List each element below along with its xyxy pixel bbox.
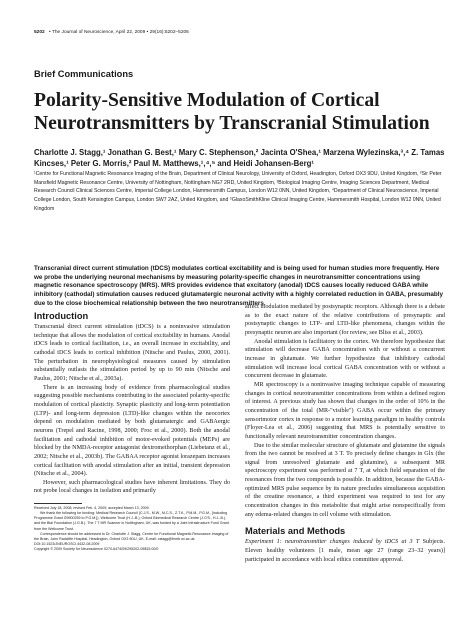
abstract: Transcranial direct current stimulation (tDCS) modulates cortical excitability and is being used for human studies more frequently. Here we probe the underlying neuronal mechanisms by measuring polarity-specific changes in neurotransmitter concentrations using magnetic resonance spectroscopy (MRS). MRS provides evidence that excitatory (anodal) tDCS causes locally reduced GABA while inhibitory (cathodal) stimulation causes reduced glutamatergic neuronal activity with a highly correlated reduction in GABA, presumably due to the close biochemical relationship between the two neurotransmitters. (34, 265, 444, 307)
body-paragraph: Anodal stimulation is facilitatory to the cortex. We therefore hypothesize that stimulation will decrease GABA concentration with or without a concurrent increase in glutamate. We further hypothesize that inhibitory cathodal stimulation will increase local cortical GABA concentration with or without a concurrent decrease in glutamate. (245, 338, 445, 380)
footnote-divider (34, 503, 82, 504)
affiliations: ¹Centre for Functional Magnetic Resonance Imaging of the Brain, Department of Clinical Neurology, University of Oxford, Headington, Oxford OX3 9DU, United Kingdom, ²Sir Peter Mansfield Magnetic Resonance Centre, University of Nottingham, Nottingham NG7 2RD, United Kingdom, ³Biological Imaging Centre, Imaging Sciences Department, Medical Research Council Clinical Sciences Centre, Imperial College London, Hammersmith Campus, London W12 0NN, United Kingdom, ⁴Department of Clinical Neuroscience, Imperial College London, South Kensington Campus, London SW7 2AZ, United Kingdom, and ⁵GlaxoSmithKline Clinical Imaging Centre, Hammersmith Hospital, London W12 0NN, United Kingdom (34, 171, 442, 212)
methods-subsection (245, 538, 445, 564)
body-paragraph: MR spectroscopy is a noninvasive imaging technique capable of measuring changes in cortical neurotransmitter concentrations from within a defined region of interest. A previous study has shown that changes in the order of 10% in the concentration of the total (MR-"visible") GABA occur within the primary sensorimotor cortex in response to a motor learning paradigm in healthy controls (Floyer-Lea et al., 2006) suggesting that MRS is potentially sensitive to functionally relevant neurotransmitter concentration changes. (245, 381, 445, 440)
journal-info: • The Journal of Neuroscience, April 22, 2009 • 29(16):5202–5206 (49, 30, 189, 35)
article-title: Polarity-Sensitive Modulation of Cortical Neurotransmitters by Transcranial Stimulation (34, 90, 430, 134)
intro-paragraph: There is an increasing body of evidence from pharmacological studies suggesting possible mechanisms contributing to the associated polarity-specific modulation of cortical plasticity. Synaptic plasticity and long-term potentiation (LTP)- and long-term depression (LTD)-like changes within the neocortex depend on modulation mediated by both glutamatergic and GABAergic neurons (Trepel and Racine, 1998, 2000; Froc et al., 2000). Both the anodal facilitation and cathodal inhibition of motor-evoked potentials (MEPs) are blocked by the NMDA-receptor antagonist dextromethorphan (Liebetanz et al., 2002; Nitsche et al., 2003b). The GABAA receptor agonist lorazepam increases cortical facilitation with anodal stimulation after an initial, transient depression (Nitsche et al., 2004). (34, 384, 230, 478)
body-paragraph: affect modulation mediated by postsynaptic receptors. Although there is a debate as to the exact nature of the relative contributions of presynaptic and postsynaptic changes to LTP- and LTD-like phenomena, changes within the presynaptic neuron are also important (for review, see Bliss et al., 2003). (245, 304, 445, 336)
experiment-1-title: Experiment 1: neurotransmitter changes induced by tDCS at 3 T (245, 539, 420, 546)
introduction-heading: Introduction (34, 311, 89, 321)
author-list: Charlotte J. Stagg,¹ Jonathan G. Best,¹ Mary C. Stephenson,² Jacinta O'Shea,¹ Marzena Wylezinska,³,⁴ Z. Tamas Kincses,¹ Peter G. Morris,² Paul M. Matthews,¹,⁴,⁵ and Heidi Johansen-Berg¹ (34, 148, 445, 168)
methods-heading: Materials and Methods (245, 526, 346, 537)
footnotes (34, 506, 230, 552)
copyright-line: Copyright © 2009 Society for Neuroscience 0270-6474/09/295202-05$15.00/0 (34, 546, 159, 551)
doi-line: DOI:10.1523/JNEUROSCI.4432-08.2009 (34, 541, 100, 546)
page-number: 5202 (34, 30, 45, 35)
funding-acknowledgment: We thank the following for funding: Medical Research Council (C.J.S., M.W., M.C.S., Z.T.K., P.M.M., P.G.M., [including Programme Grant G9900259 to P.G.M.]), Wellcome Trust (H.J.-B.), Oxford Biomedical Research Centre (J.O'S., H.J.-B.), and the Bial Foundation (J.G.B.). The 7 T MR Scanner in Nottingham, UK, was funded by a Joint Infrastructure Fund Grant from the Wellcome Trust. (34, 511, 229, 531)
section-label: Brief Communications (34, 69, 134, 79)
subjects-text: Subjects. Eleven healthy volunteers [1 male, mean age 27 (range 23–32 years)] participated in accordance with local ethics committee approval. (245, 539, 445, 563)
intro-paragraph: However, such pharmacological studies have inherent limitations. They do not probe local changes in isolation and primarily (34, 479, 230, 495)
running-head (34, 30, 440, 35)
intro-paragraph: Transcranial direct current stimulation (tDCS) is a noninvasive stimulation technique that allows the modulation of cortical excitability in humans. Anodal tDCS leads to cortical facilitation, i.e., an overall increase in excitability, and cathodal tDCS leads to cortical inhibition (Nitsche and Paulus, 2000, 2001). The perturbation in neurophysiological measures caused by stimulation substantially outlasts the stimulation period by up to 90 min (Nitsche and Paulus, 2001; Nitsche et al., 2003a). (34, 324, 230, 382)
received-dates: Received July 18, 2008; revised Feb. 4, 2009; accepted March 13, 2009. (34, 506, 150, 511)
body-paragraph: Due to the similar molecular structure of glutamate and glutamine the signals from the two cannot be resolved at 3 T. To precisely define changes in Glx (the signal from unresolved glutamate and glutamine), a subsequent MR spectroscopy experiment was performed at 7 T, at which field separation of the resonances from the two compounds is possible. In addition, because the GABA-optimized MRS pulse sequence by its nature precludes simultaneous acquisition of the creatine resonance, a third experiment was required to test for any concentration changes in this metabolite that might arise nonspecifically from any edema-related changes in cell volume with stimulation. (245, 442, 445, 518)
right-column (245, 303, 445, 564)
left-column (34, 309, 230, 552)
correspondence-note: Correspondence should be addressed to Dr. Charlotte J. Stagg, Centre for Functional Magnetic Resonance Imaging of the Brain, John Radcliffe Hospital, Headington, Oxford OX3 9DU, UK. E-mail: cstagg@fmrib.ox.ac.uk. (34, 531, 229, 541)
